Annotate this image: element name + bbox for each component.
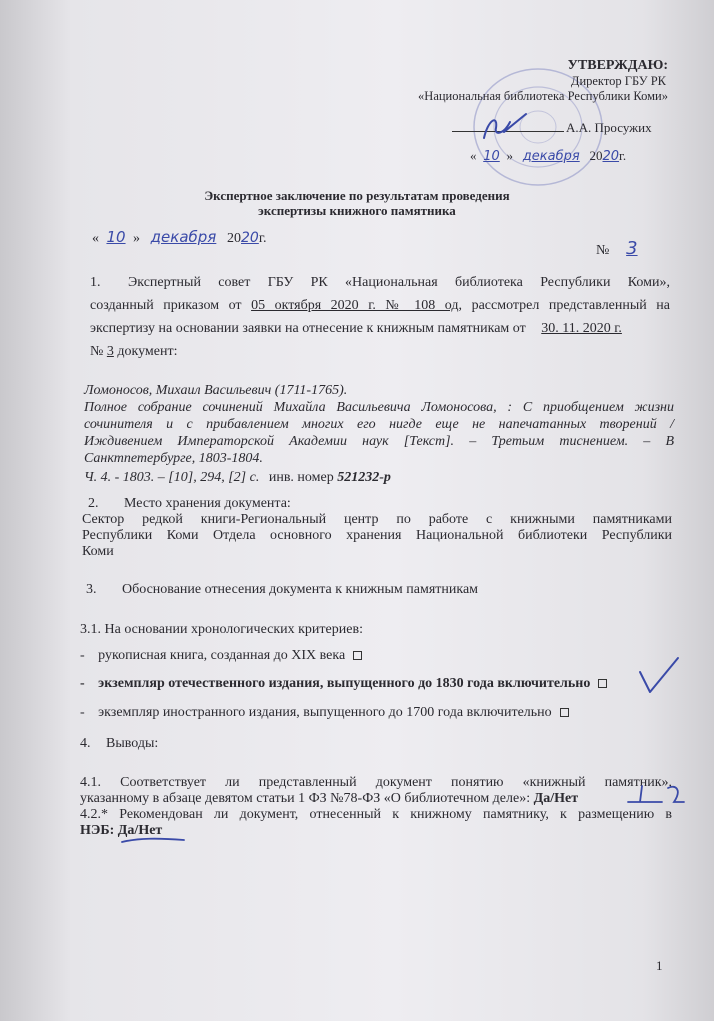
section3-subheading: 3.1. На основании хронологических критериев: [80, 622, 363, 637]
section2-number: 2. [88, 496, 99, 511]
storage-line1: Сектор редкой книги-Региональный центр по работе с книжными памятниками [82, 512, 672, 527]
section1-number: 1. [90, 275, 101, 290]
doc-date-open: « [92, 231, 99, 246]
book-volume-pages: Ч. 4. - 1803. – [10], 294, [2] с. [84, 470, 263, 485]
section4-label: Выводы: [106, 736, 159, 751]
criterion-checkbox-2 [598, 679, 607, 688]
list-dash: - [80, 705, 85, 720]
approval-position: Директор ГБУ РК [570, 74, 666, 88]
book-author: Ломоносов, Михаил Васильевич (1711-1765). [84, 383, 348, 398]
criterion-text-3: экземпляр иностранного издания, выпущенного до 1700 года включительно [98, 705, 552, 720]
page-number: 1 [656, 958, 663, 973]
document-heading-line1: Экспертное заключение по результатам проведения [204, 188, 510, 203]
section1-line4-a: № [90, 344, 107, 359]
handwritten-answer-mark [622, 780, 688, 810]
section1-line1: Экспертный совет ГБУ РК «Национальная библиотека Республики Коми», [128, 275, 670, 290]
conclusion-4-2-line1: 4.2.* Рекомендован ли документ, отнесенный к книжному памятнику, к размещению в [80, 807, 672, 822]
criterion-text-1: рукописная книга, созданная до XIX века [98, 648, 346, 663]
section1-request-number: 3 [106, 344, 114, 359]
document-heading-line2: экспертизы книжного памятника [258, 203, 456, 218]
section1-order: 05 октября 2020 г. № 108 од [251, 298, 459, 313]
criterion-item-2 [80, 676, 607, 692]
book-title-line2: сочинителя и с прибавлением многих его нигде еще не напечатанных творений / [84, 417, 674, 432]
section1-line3-a: экспертизу на основании заявки на отнесение к книжным памятникам от [90, 321, 530, 336]
conclusion-4-1-text: указанному в абзаце девятом статьи 1 ФЗ №78-ФЗ «О библиотечном деле»: [80, 791, 534, 806]
book-volume [84, 470, 391, 486]
document-number [596, 238, 651, 259]
doc-date-year-suffix: 20 [241, 230, 259, 246]
section1-line2-a: созданный приказом от [90, 298, 252, 313]
section4-number: 4. [80, 736, 91, 751]
list-dash: - [80, 676, 85, 691]
book-title-line3: Иждивением Императорской Академии наук [Текст]. – Третьим тиснением. – В [84, 434, 674, 449]
section1-line4 [90, 344, 177, 360]
section1-line4-c: документ: [113, 344, 178, 359]
director-signature [474, 110, 534, 142]
doc-number-value: 3 [626, 238, 638, 259]
approval-date-year-prefix: 20 [589, 148, 603, 163]
section1-line2-c: , рассмотрел представленный на [458, 298, 671, 313]
approval-organization: «Национальная библиотека Республики Коми» [418, 89, 668, 103]
approval-date-year-suffix: 20 [602, 149, 620, 164]
section1-line2 [90, 298, 670, 314]
criterion-checkbox-1 [353, 651, 362, 660]
criterion-item-3 [80, 705, 569, 721]
doc-date-year-prefix: 20 [227, 231, 241, 246]
doc-date-day: 10 [106, 228, 126, 246]
approval-date-year-end: г. [619, 148, 627, 163]
doc-date-month: декабря [150, 228, 217, 246]
approval-date [470, 148, 626, 164]
criterion-checkbox-3 [560, 708, 569, 717]
book-inventory-label: инв. номер [268, 470, 338, 485]
doc-number-label: № [596, 243, 610, 258]
section3-label: Обоснование отнесения документа к книжным памятникам [122, 582, 479, 597]
book-inventory-number: 521232-р [337, 470, 391, 485]
handwritten-checkmark [634, 654, 684, 698]
approval-date-open: « [470, 148, 477, 163]
conclusion-4-1-answer: Да/Нет [533, 791, 579, 806]
criterion-item-1 [80, 648, 362, 664]
list-dash: - [80, 648, 85, 663]
criterion-text-2: экземпляр отечественного издания, выпущенного до 1830 года включительно [98, 676, 591, 691]
doc-date-year-end: г. [258, 231, 267, 246]
conclusion-4-1-line2 [80, 791, 578, 807]
book-title-line4: Санктпетербурге, 1803-1804. [84, 451, 263, 466]
section1-line3 [90, 321, 622, 337]
section3-number: 3. [86, 582, 97, 597]
approval-title: УТВЕРЖДАЮ: [567, 58, 668, 73]
storage-line2: Республики Коми Отдела основного хранения Национальной библиотеки Республики [82, 528, 672, 543]
approval-date-day: 10 [483, 149, 500, 164]
approval-date-month: декабря [522, 149, 580, 164]
doc-date-close: » [133, 231, 140, 246]
conclusion-4-1-line1: 4.1. Соответствует ли представленный документ понятию «книжный памятник», [80, 775, 672, 790]
approval-date-close: » [506, 148, 513, 163]
handwritten-underline [118, 834, 188, 846]
section1-request-date: 30. 11. 2020 г. [541, 321, 622, 336]
conclusion-4-2-line2: НЭБ: Да/Нет [80, 823, 163, 838]
approval-signature-name: А.А. Просужих [566, 120, 652, 135]
book-title-line1: Полное собрание сочинений Михайла Васильевича Ломоносова, : С приобщением жизни [84, 400, 674, 415]
document-date [92, 228, 267, 247]
section2-label: Место хранения документа: [124, 496, 291, 511]
storage-line3: Коми [82, 544, 114, 559]
